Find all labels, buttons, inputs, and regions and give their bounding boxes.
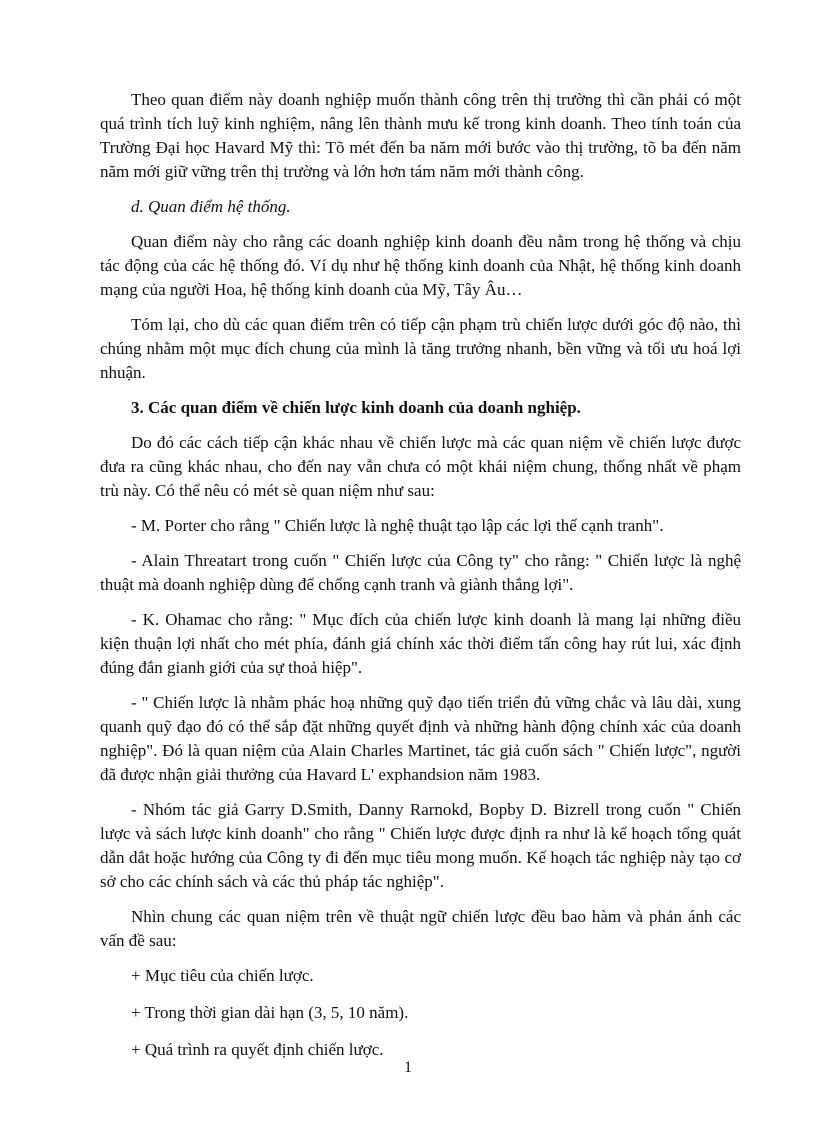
paragraph-overview: Nhìn chung các quan niệm trên về thuật ngữ chiến lược đều bao hàm và phản ánh các vấn đề sau: bbox=[100, 907, 741, 950]
quote-smith-group: - Nhóm tác giả Garry D.Smith, Danny Rarnokd, Bopby D. Bizrell trong cuốn " Chiến lược và sách lược kinh doanh" cho rằng " Chiến lược được định ra như là kế hoạch tổng quát dẫn dắt hoặc hướng của Công ty đi đến mục tiêu mong muốn. Kế hoạch tác nghiệp này tạo cơ sở cho các chính sách và các thủ pháp tác nghiệp". bbox=[100, 800, 741, 891]
paragraph-intro: Theo quan điểm này doanh nghiệp muốn thành công trên thị trường thì cần phải có một quá trình tích luỹ kinh nghiệm, nâng lên thành mưu kế trong kinh doanh. Theo tính toán của Trường Đại học Havard Mỹ thì: Tõ mét đến ba năm mới bước vào thị trường, tõ ba đến năm năm mới giữ vững trên thị trường và lớn hơn tám năm mới thành công. bbox=[100, 90, 741, 181]
page-number: 1 bbox=[404, 1059, 412, 1076]
quote-threatart: - Alain Threatart trong cuốn " Chiến lược của Công ty" cho rằng: " Chiến lược là nghệ thuật mà doanh nghiệp dùng để chống cạnh tranh và giành thắng lợi". bbox=[100, 551, 741, 594]
section-heading-3: 3. Các quan điểm về chiến lược kinh doanh của doanh nghiệp. bbox=[131, 398, 581, 417]
paragraph-summary: Tóm lại, cho dù các quan điểm trên có tiếp cận phạm trù chiến lược dưới góc độ nào, thì chúng nhằm một mục đích chung của mình là tăng trưởng nhanh, bền vững và tối ưu hoá lợi nhuận. bbox=[100, 315, 741, 382]
list-item-objective: + Mục tiêu của chiến lược. bbox=[131, 966, 314, 985]
quote-martinet: - " Chiến lược là nhằm phác hoạ những quỹ đạo tiến triển đủ vững chắc và lâu dài, xung quanh quỹ đạo đó có thể sắp đặt những quyết định và những hành động chính xác của doanh nghiệp". Đó là quan niệm của Alain Charles Martinet, tác giả cuốn sách " Chiến lược", người đã được nhận giải thưởng của Havard L' exphandsion năm 1983. bbox=[100, 693, 741, 784]
quote-porter: - M. Porter cho rằng " Chiến lược là nghệ thuật tạo lập các lợi thế cạnh tranh". bbox=[131, 516, 664, 535]
list-item-decision-process: + Quá trình ra quyết định chiến lược. bbox=[131, 1040, 384, 1059]
section-heading-d: d. Quan điểm hệ thống. bbox=[131, 197, 291, 216]
quote-ohamac: - K. Ohamac cho rằng: " Mục đích của chiến lược kinh doanh là mang lại những điều kiện thuận lợi nhất cho mét phía, đánh giá chính xác thời điểm tấn công hay rút lui, xác định đúng đắn gianh giới của sự thoả hiệp". bbox=[100, 610, 741, 677]
paragraph-approaches: Do đó các cách tiếp cận khác nhau về chiến lược mà các quan niệm về chiến lược được đưa ra cũng khác nhau, cho đến nay vẫn chưa có một khái niệm chung, thống nhất về phạm trù này. Có thể nêu có mét sè quan niệm như sau: bbox=[100, 433, 741, 500]
paragraph-system-view: Quan điểm này cho rằng các doanh nghiệp kinh doanh đều nằm trong hệ thống và chịu tác động của các hệ thống đó. Ví dụ như hệ thống kinh doanh của Nhật, hệ thống kinh doanh mạng của người Hoa, hệ thống kinh doanh của Mỹ, Tây Âu… bbox=[100, 232, 741, 299]
list-item-long-term: + Trong thời gian dài hạn (3, 5, 10 năm). bbox=[131, 1003, 409, 1022]
document-body bbox=[100, 88, 741, 1075]
